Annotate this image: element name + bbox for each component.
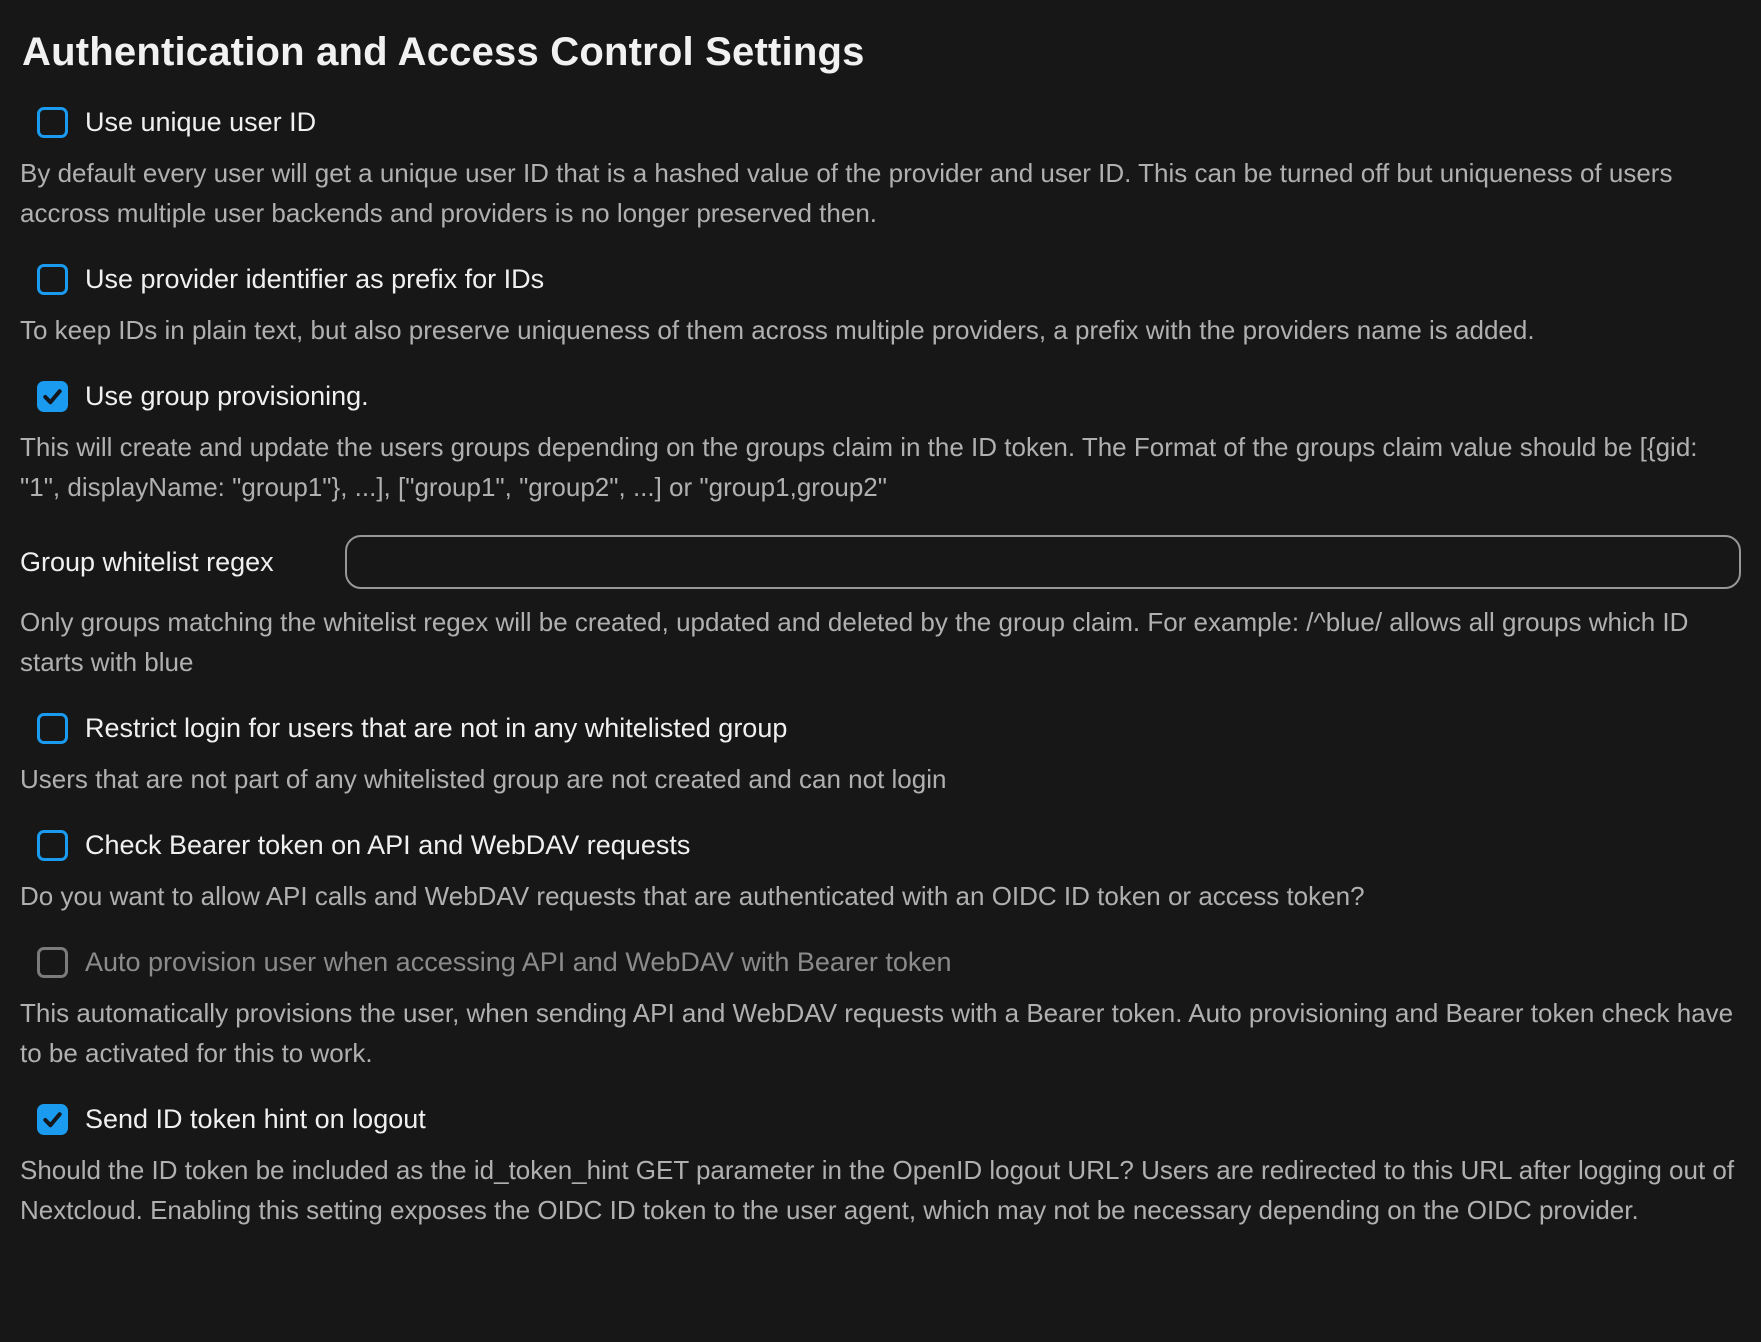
- check-bearer-token-checkbox[interactable]: [37, 830, 68, 861]
- setting-row-auto-provision-bearer: [20, 944, 1741, 980]
- checkmark-icon: [41, 385, 64, 408]
- checkmark-icon: [41, 1108, 64, 1131]
- check-bearer-token-label[interactable]: Check Bearer token on API and WebDAV requests: [85, 830, 691, 860]
- auto-provision-bearer-checkbox: [37, 947, 68, 978]
- group-whitelist-regex-description: Only groups matching the whitelist regex will be created, updated and deleted by the group claim. For example: /^blue/ allows all groups which ID starts with blue: [20, 607, 1689, 677]
- unique-user-id-label[interactable]: Use unique user ID: [85, 107, 317, 137]
- group-provisioning-checkbox[interactable]: [37, 381, 68, 412]
- provider-prefix-description: To keep IDs in plain text, but also preserve uniqueness of them across multiple providers, a prefix with the providers name is added.: [20, 315, 1535, 345]
- restrict-login-checkbox[interactable]: [37, 713, 68, 744]
- provider-prefix-label[interactable]: Use provider identifier as prefix for IDs: [85, 264, 545, 294]
- group-provisioning-label[interactable]: Use group provisioning.: [85, 381, 369, 411]
- auto-provision-bearer-description: This automatically provisions the user, when sending API and WebDAV requests with a Bearer token. Auto provisioning and Bearer token check have to be activated for this to work.: [20, 998, 1734, 1068]
- setting-row-group-provisioning: [20, 378, 1741, 414]
- unique-user-id-checkbox[interactable]: [37, 107, 68, 138]
- send-id-token-hint-checkbox[interactable]: [37, 1104, 68, 1135]
- page-title: Authentication and Access Control Settings: [22, 30, 865, 74]
- group-whitelist-regex-label: Group whitelist regex: [20, 546, 274, 577]
- setting-row-check-bearer-token: [20, 827, 1741, 863]
- setting-row-group-whitelist-regex: [20, 535, 1741, 589]
- restrict-login-label[interactable]: Restrict login for users that are not in any whitelisted group: [85, 713, 788, 743]
- setting-row-restrict-login: [20, 710, 1741, 746]
- send-id-token-hint-label[interactable]: Send ID token hint on logout: [85, 1104, 426, 1134]
- group-provisioning-description: This will create and update the users groups depending on the groups claim in the ID token. The Format of the groups claim value should be [{gid: "1", displayName: "group1"}, ...], ["group1", "group2", ...] or "group1,group2": [20, 432, 1698, 502]
- check-bearer-token-description: Do you want to allow API calls and WebDAV requests that are authenticated with an OIDC ID token or access token?: [20, 881, 1365, 911]
- setting-row-provider-prefix: [20, 261, 1741, 297]
- unique-user-id-description: By default every user will get a unique user ID that is a hashed value of the provider and user ID. This can be turned off but uniqueness of users accross multiple user backends and providers is no longer preserved then.: [20, 158, 1673, 228]
- provider-prefix-checkbox[interactable]: [37, 264, 68, 295]
- setting-row-send-id-token-hint: [20, 1101, 1741, 1137]
- setting-row-unique-user-id: [20, 104, 1741, 140]
- group-whitelist-regex-input[interactable]: [345, 535, 1741, 589]
- auto-provision-bearer-label: Auto provision user when accessing API and WebDAV with Bearer token: [85, 947, 952, 977]
- restrict-login-description: Users that are not part of any whitelisted group are not created and can not login: [20, 764, 947, 794]
- send-id-token-hint-description: Should the ID token be included as the id_token_hint GET parameter in the OpenID logout URL? Users are redirected to this URL after logging out of Nextcloud. Enabling this setting exposes the OIDC ID token to the user agent, which may not be necessary depending on the OIDC provider.: [20, 1155, 1735, 1225]
